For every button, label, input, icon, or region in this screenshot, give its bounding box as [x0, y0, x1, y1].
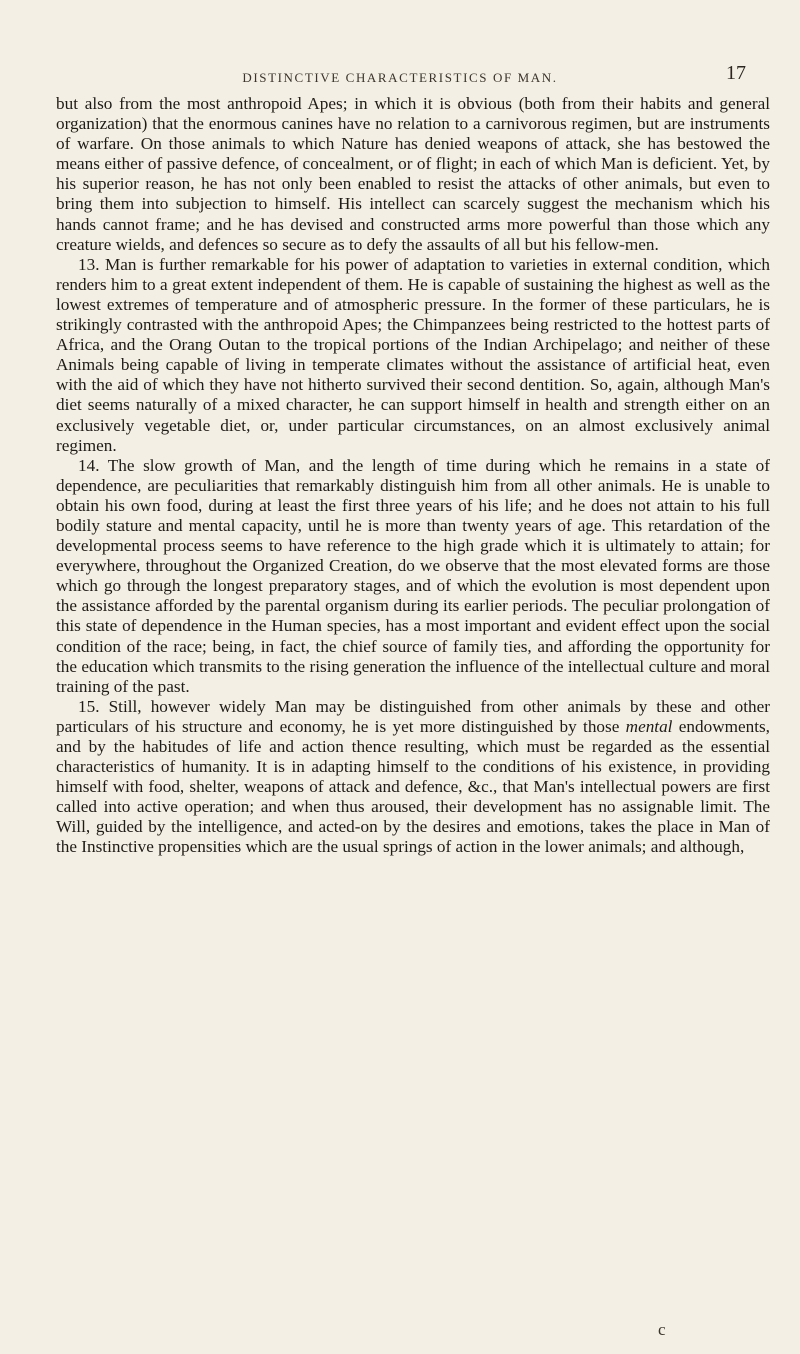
- paragraph-14: [56, 456, 770, 697]
- paragraph-continued: [56, 94, 770, 255]
- paragraph-15: [56, 697, 770, 858]
- body-text: [56, 94, 770, 858]
- running-title: DISTINCTIVE CHARACTERISTICS OF MAN.: [242, 70, 558, 85]
- paragraph-text: 13. Man is further remarkable for his power of adaptation to varieties in external condition, which renders him to a great extent independent of them. He is capable of sustaining the highest as well as the lowest extremes of temperature and of atmospheric pressure. In the former of these particulars, he is strikingly contrasted with the anthropoid Apes; the Chimpanzees being restricted to the hottest parts of Africa, and the Orang Outan to the tropical portions of the Indian Archipelago; and neither of these Animals being capable of living in temperate climates without the assistance of artificial heat, even with the aid of which they have not hitherto survived their second dentition. So, again, although Man's diet seems naturally of a mixed character, he can support himself in health and strength either on an exclusively vegetable diet, or, under particular circumstances, on an almost exclusively animal regimen.: [56, 254, 770, 455]
- emphasis-mental: mental: [625, 716, 673, 736]
- paragraph-text: endowments, and by the habitudes of life and action thence resulting, which must be regarded as the essential characteristics of humanity. It is in adapting himself to the conditions of his existence, in providing himself with food, shelter, weapons of attack and defence, &c., that Man's intellectual powers are first called into active operation; and when thus aroused, their development has no assignable limit. The Will, guided by the intelligence, and acted-on by the desires and emotions, takes the place in Man of the Instinctive propensities which are the usual springs of action in the lower animals; and although,: [56, 716, 770, 857]
- paragraph-13: [56, 255, 770, 456]
- signature-mark: c: [658, 1320, 666, 1339]
- paragraph-text: 14. The slow growth of Man, and the length of time during which he remains in a state of dependence, are peculiarities that remarkably distinguish him from all other animals. He is unable to obtain his own food, during at least the first three years of his life; and he does not attain to his full bodily stature and mental capacity, until he is more than twenty years of age. This retardation of the developmental process seems to have reference to the high grade which it is ultimately to attain; for everywhere, throughout the Organized Creation, do we observe that the most elevated forms are those which go through the longest preparatory stages, and of which the evolution is most dependent upon the assistance afforded by the parental organism during its earlier periods. The peculiar prolongation of this state of dependence in the Human species, has a most important and evident effect upon the social condition of the race; being, in fact, the chief source of family ties, and affording the opportunity for the education which transmits to the rising generation the influence of the intellectual culture and moral training of the past.: [56, 455, 770, 696]
- paragraph-text: but also from the most anthropoid Apes; in which it is obvious (both from their habits and general organization) that the enormous canines have no relation to a carnivorous regimen, but are instruments of warfare. On those animals to which Nature has denied weapons of attack, she has bestowed the means either of passive defence, of concealment, or of flight; in each of which Man is deficient. Yet, by his superior reason, he has not only been enabled to resist the attacks of other animals, but even to bring them into subjection to himself. His intellect can scarcely suggest the mechanism which his hands cannot frame; and he has devised and constructed arms more powerful than those which any creature wields, and defences so secure as to defy the assaults of all but his fellow-men.: [56, 94, 770, 254]
- page-number: 17: [726, 62, 746, 84]
- paragraph-text: 15. Still, however widely Man may be distinguished from other animals by these and other particulars of his structure and economy, he is yet more distinguished by those: [56, 696, 770, 736]
